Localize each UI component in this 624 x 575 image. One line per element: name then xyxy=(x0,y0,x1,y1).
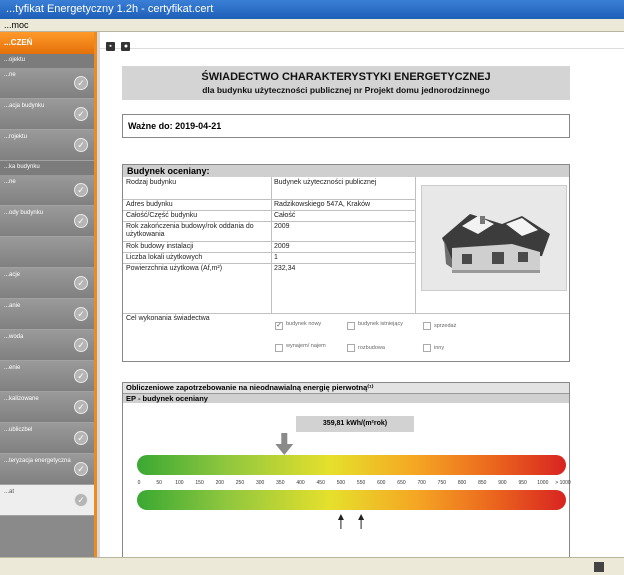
certificate-title: ŚWIADECTWO CHARAKTERYSTYKI ENERGETYCZNEJ xyxy=(201,71,491,83)
field-value: Radzikowskiego 547A, Kraków xyxy=(274,201,371,208)
scale-tick-label: 1000 xyxy=(537,480,549,486)
energy-header: Obliczeniowe zapotrzebowanie na nieodnawialną energię pierwotną⁽¹⁾ xyxy=(123,383,569,393)
check-circle-icon: ✓ xyxy=(74,138,88,152)
divider xyxy=(123,241,415,242)
print-icon[interactable]: ● xyxy=(121,42,130,51)
certificate-subtitle: dla budynku użyteczności publicznej nr Projekt domu jednorodzinnego xyxy=(202,85,490,95)
scale-tick-label: 850 xyxy=(478,480,487,486)
scale-tick-label: 150 xyxy=(195,480,204,486)
scale-tick-label: 200 xyxy=(215,480,224,486)
divider xyxy=(123,210,415,211)
menu-bar xyxy=(0,19,624,32)
check-circle-icon: ✓ xyxy=(74,107,88,121)
sidebar-item-blank[interactable] xyxy=(0,237,94,268)
requirement-arrow-icon xyxy=(338,514,344,529)
building-photo xyxy=(421,185,567,291)
purpose-checkbox[interactable] xyxy=(423,322,431,330)
field-value: 2009 xyxy=(274,223,290,230)
sidebar-item-general[interactable] xyxy=(0,68,94,99)
certificate-title-block xyxy=(122,66,570,100)
energy-scale-bar-top xyxy=(137,455,566,475)
purpose-option-label: rozbudowa xyxy=(358,345,385,351)
purpose-checkbox[interactable] xyxy=(275,344,283,352)
status-bar xyxy=(0,557,624,575)
scale-tick-label: 650 xyxy=(397,480,406,486)
toolbar xyxy=(100,32,624,49)
sidebar-item-label: ...acje xyxy=(4,272,21,278)
check-circle-icon: ✓ xyxy=(74,307,88,321)
sidebar-item-localized[interactable] xyxy=(0,392,94,423)
field-value: Całość xyxy=(274,212,296,219)
divider xyxy=(123,221,415,222)
menu-item-help[interactable]: ...moc xyxy=(4,20,29,30)
sidebar xyxy=(0,32,97,557)
scale-tick-label: > 1000 xyxy=(555,480,571,486)
sidebar-item-label: ...ubliczbel xyxy=(4,427,33,433)
field-label: Liczba lokali użytkowych xyxy=(126,254,203,261)
purpose-checkbox[interactable] xyxy=(347,322,355,330)
scale-tick-label: 300 xyxy=(255,480,265,486)
scale-tick-label: 800 xyxy=(457,480,467,486)
scale-tick-label: 550 xyxy=(356,480,366,486)
field-label: Adres budynku xyxy=(126,201,173,208)
scale-tick-label: 600 xyxy=(377,480,386,486)
divider xyxy=(123,263,415,264)
purpose-checkbox[interactable] xyxy=(347,344,355,352)
purpose-option-label: budynek nowy xyxy=(286,321,322,327)
purpose-option-label: sprzedaż xyxy=(434,323,457,329)
field-label: Rodzaj budynku xyxy=(126,179,177,186)
field-label: Rok zakończenia budowy/rok oddania do użytkowania xyxy=(126,223,254,238)
check-circle-icon: ✓ xyxy=(74,369,88,383)
field-value: Budynek użyteczności publicznej xyxy=(274,179,377,186)
energy-scale xyxy=(137,480,571,488)
sidebar-group-project: ...ojektu xyxy=(0,54,94,68)
sidebar-item-label: ...rojektu xyxy=(4,134,28,140)
building-section xyxy=(122,164,570,362)
check-circle-icon: ✓ xyxy=(74,276,88,290)
scale-tick-label: 0 xyxy=(137,480,141,486)
check-circle-icon: ✓ xyxy=(74,493,88,507)
scale-tick-label: 950 xyxy=(518,480,527,486)
sidebar-item-label: ...ne xyxy=(4,179,16,185)
sidebar-item-label: ...ody budynku xyxy=(4,210,44,216)
sidebar-item-partitions[interactable] xyxy=(0,206,94,237)
save-icon[interactable]: ▪ xyxy=(106,42,115,51)
sidebar-item-label: ...acja budynku xyxy=(4,103,45,109)
sidebar-item-energy-characteristic[interactable] xyxy=(0,454,94,485)
sidebar-item-public[interactable] xyxy=(0,423,94,454)
check-circle-icon: ✓ xyxy=(74,338,88,352)
scale-tick-label: 700 xyxy=(417,480,426,486)
purpose-label: Cel wykonania świadectwa xyxy=(126,315,210,322)
requirement-arrow-icon xyxy=(358,514,364,529)
field-value: 2009 xyxy=(274,243,290,250)
purpose-checkbox[interactable] xyxy=(423,344,431,352)
energy-value-box: 359,81 kWh/(m²rok) xyxy=(296,416,414,432)
check-circle-icon: ✓ xyxy=(74,400,88,414)
valid-until: Ważne do: 2019-04-21 xyxy=(122,114,570,138)
sidebar-item-hot-water[interactable] xyxy=(0,330,94,361)
scale-tick-label: 450 xyxy=(316,480,325,486)
sidebar-item-building-general[interactable] xyxy=(0,175,94,206)
scale-tick-label: 50 xyxy=(156,480,162,486)
resize-grip-icon xyxy=(594,562,604,572)
scale-tick-label: 250 xyxy=(235,480,245,486)
scale-tick-label: 100 xyxy=(175,480,184,486)
scale-tick-label: 750 xyxy=(437,480,447,486)
window-title: ...tyfikat Energetyczny 1.2h - certyfikat.cert xyxy=(6,3,214,15)
energy-section xyxy=(122,382,570,560)
sidebar-item-label: ...woda xyxy=(4,334,24,340)
scale-tick-label: 900 xyxy=(498,480,507,486)
sidebar-item-label: ...at xyxy=(4,489,15,495)
scale-tick-label: 350 xyxy=(276,480,285,486)
field-label: Powierzchnia użytkowa (Af,m²) xyxy=(126,265,223,272)
divider xyxy=(123,252,415,253)
sidebar-item-label: ...teryzacja energetyczna xyxy=(4,458,71,464)
building-header: Budynek oceniany: xyxy=(123,165,569,177)
check-circle-icon: ✓ xyxy=(74,214,88,228)
sidebar-item-lighting[interactable] xyxy=(0,361,94,392)
sidebar-item-ventilation[interactable] xyxy=(0,268,94,299)
scale-tick-label: 400 xyxy=(296,480,305,486)
divider xyxy=(415,177,416,313)
field-value: 232,34 xyxy=(274,265,296,272)
house-image xyxy=(422,186,566,290)
purpose-option-label: wynajem/ najem xyxy=(286,343,326,349)
purpose-checkbox[interactable]: ✓ xyxy=(276,322,282,329)
sidebar-item-label: ...kalizowane xyxy=(4,396,39,402)
purpose-option-label: inny xyxy=(434,345,445,351)
certificate-document xyxy=(122,66,574,558)
field-value: 1 xyxy=(274,254,278,261)
divider xyxy=(271,177,272,313)
sidebar-item-certificate[interactable] xyxy=(0,485,94,516)
sidebar-item-label: ...ne xyxy=(4,72,16,78)
divider xyxy=(123,199,415,200)
sidebar-item-project[interactable] xyxy=(0,130,94,161)
divider xyxy=(123,313,569,314)
sidebar-item-label: ...anie xyxy=(4,303,21,309)
sidebar-group-building: ...ka budynku xyxy=(0,161,94,175)
purpose-option-label: budynek istniejący xyxy=(358,321,403,327)
window-titlebar xyxy=(0,0,624,19)
check-circle-icon: ✓ xyxy=(74,183,88,197)
check-circle-icon: ✓ xyxy=(74,431,88,445)
sidebar-item-building-location[interactable] xyxy=(0,99,94,130)
sidebar-header[interactable]: ...CZEŃ xyxy=(0,32,94,54)
scale-tick-label: 500 xyxy=(336,480,346,486)
sidebar-item-heating[interactable] xyxy=(0,299,94,330)
value-arrow-icon xyxy=(275,433,293,455)
sidebar-item-label: ...enie xyxy=(4,365,21,371)
check-circle-icon: ✓ xyxy=(74,462,88,476)
energy-subheader: EP - budynek oceniany xyxy=(123,393,569,403)
check-circle-icon: ✓ xyxy=(74,76,88,90)
field-label: Całość/Część budynku xyxy=(126,212,198,219)
field-label: Rok budowy instalacji xyxy=(126,243,194,250)
energy-scale-bar-bottom xyxy=(137,490,566,510)
main-panel xyxy=(100,32,624,557)
